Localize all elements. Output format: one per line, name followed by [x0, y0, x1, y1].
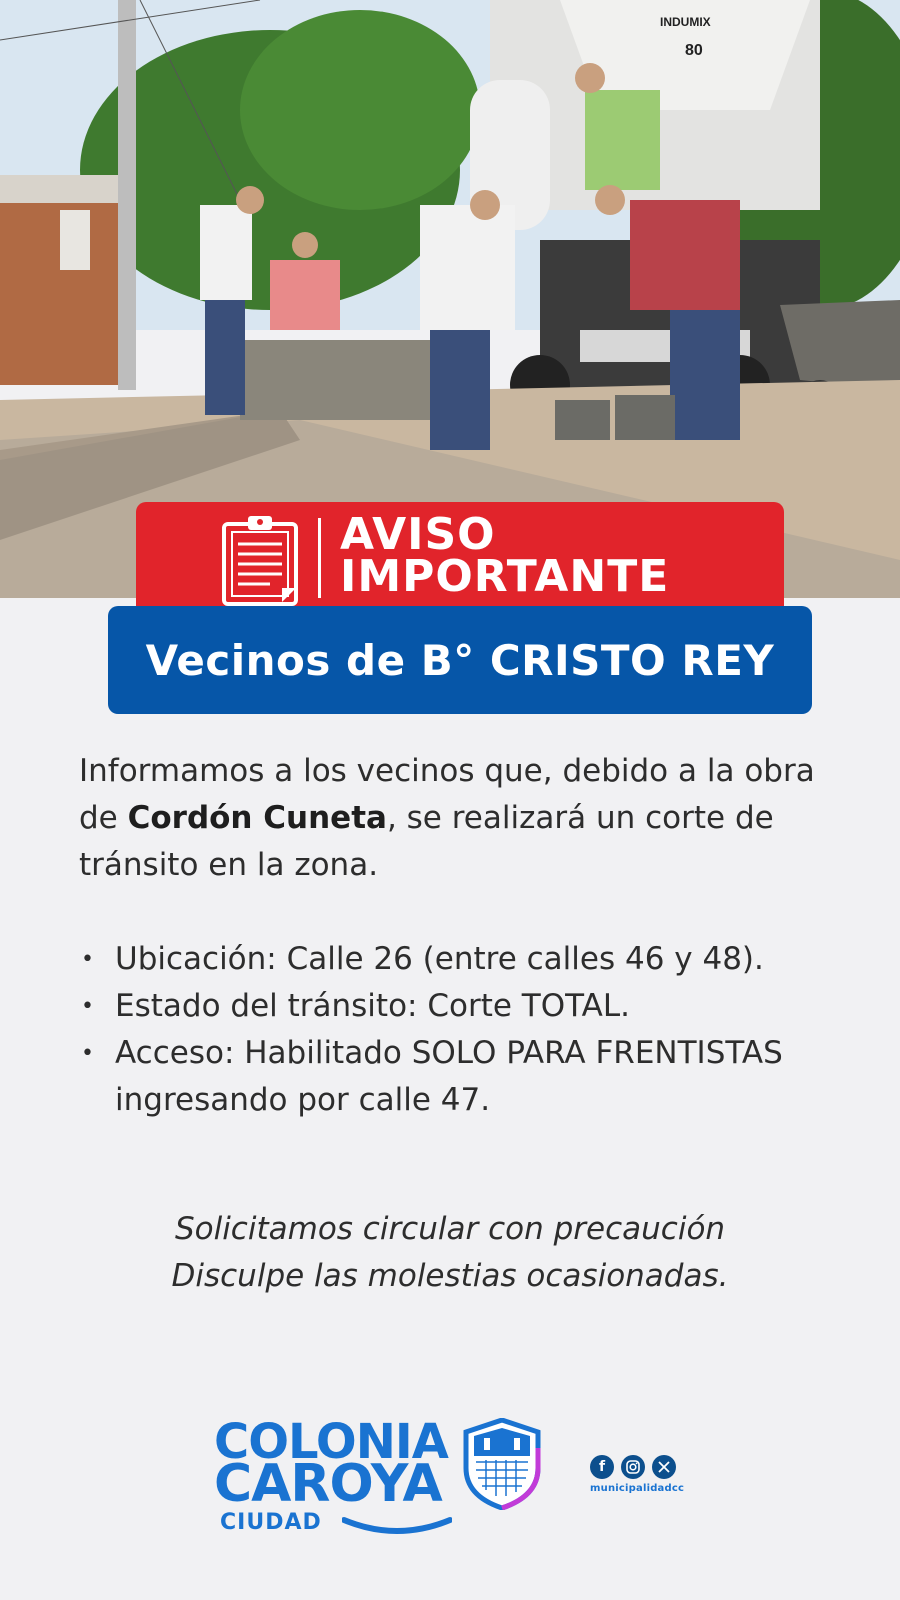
truck-number-text: 80 [685, 42, 703, 59]
detail-location: Ubicación: Calle 26 (entre calles 46 y 48). [115, 941, 764, 977]
truck-brand-text: INDUMIX [660, 15, 711, 29]
instagram-icon[interactable] [621, 1455, 645, 1479]
intro-text-start: Informamos a los vecinos que, debido a la obra de [79, 753, 815, 836]
aviso-importante-banner [136, 502, 784, 616]
logo-word-caroya: CAROYA [214, 1454, 442, 1514]
social-links [590, 1455, 700, 1494]
shield-crest-icon [460, 1418, 544, 1510]
list-item [79, 1030, 859, 1124]
neighborhood-title: Vecinos de B° CRISTO REY [145, 635, 775, 685]
details-list [79, 936, 859, 1124]
banner-title [340, 509, 670, 602]
detail-traffic-status: Estado del tránsito: Corte TOTAL. [115, 988, 630, 1024]
facebook-icon[interactable]: f [590, 1455, 614, 1479]
colonia-caroya-logo [214, 1414, 544, 1538]
social-handle[interactable]: municipalidadcc [590, 1483, 685, 1494]
logo-word-ciudad: CIUDAD [220, 1510, 322, 1535]
bullet-dot: • [81, 947, 94, 972]
banner-divider [318, 518, 321, 598]
closing-line1: Solicitamos circular con precaución [174, 1211, 726, 1247]
clipboard-icon [220, 514, 306, 608]
intro-text-bold: Cordón Cuneta [127, 800, 387, 836]
closing-message [0, 1206, 900, 1300]
bullet-dot: • [81, 1041, 94, 1066]
logo-word-colonia: COLONIA [214, 1414, 448, 1470]
closing-line2: Disculpe las molestias ocasionadas. [171, 1258, 729, 1294]
bullet-dot: • [81, 994, 94, 1019]
banner-title-line2: IMPORTANTE [340, 551, 670, 602]
social-icons [590, 1455, 700, 1479]
list-item [79, 936, 859, 983]
detail-access: Acceso: Habilitado SOLO PARA FRENTISTAS ingresando por calle 47. [115, 1035, 783, 1118]
banner-title-line1: AVISO [340, 509, 496, 560]
intro-paragraph [79, 748, 839, 889]
logo-swoosh-icon [342, 1516, 452, 1536]
intro-text-end: , se realizará un corte de tránsito en la zona. [79, 800, 774, 883]
neighborhood-banner [108, 606, 812, 714]
x-icon[interactable] [652, 1455, 676, 1479]
list-item [79, 983, 859, 1030]
